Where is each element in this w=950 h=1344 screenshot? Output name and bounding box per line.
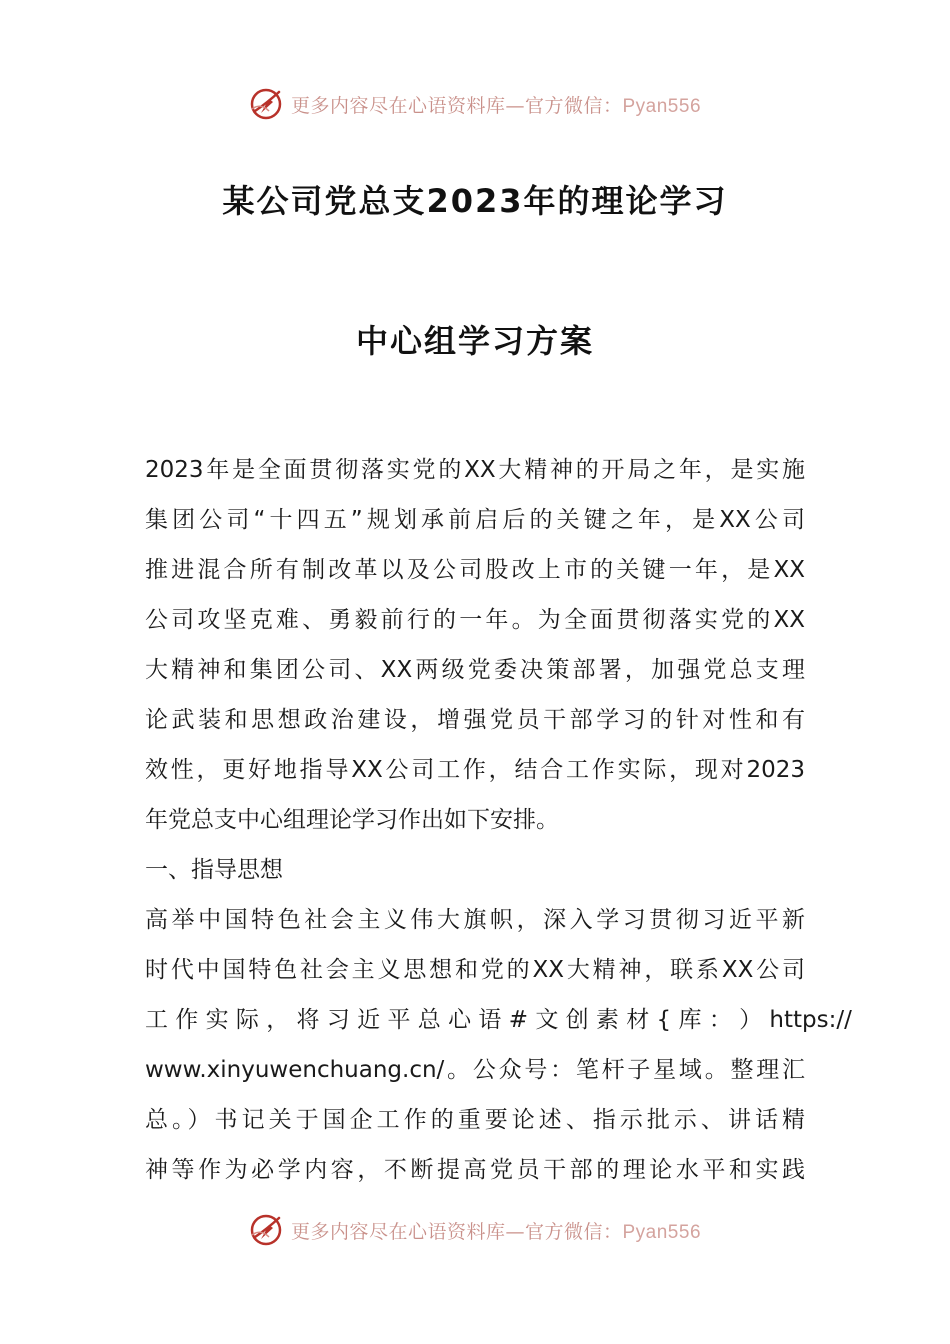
paragraph-line: 时代中国特色社会主义思想和党的XX大精神，联系XX公司	[145, 957, 805, 983]
paragraph-line: 集团公司“十四五”规划承前启后的关键之年，是XX公司	[145, 507, 805, 533]
section-heading: 一、指导思想	[145, 857, 283, 883]
wechat-id: Pyan556	[622, 95, 702, 117]
paragraph-line: 高举中国特色社会主义伟大旗帜，深入学习贯彻习近平新	[145, 907, 805, 933]
wechat-id: Pyan556	[622, 1221, 702, 1243]
document-title-line-1: 某公司党总支2023年的理论学习	[222, 182, 728, 220]
paragraph-line: 大精神和集团公司、XX两级党委决策部署，加强党总支理	[145, 657, 805, 683]
banner-text: 更多内容尽在心语资料库—官方微信：Pyan556	[290, 1220, 702, 1243]
pen-circle-icon	[249, 87, 283, 121]
document-body	[145, 445, 852, 1195]
banner-text: 更多内容尽在心语资料库—官方微信：Pyan556	[290, 94, 702, 117]
paragraph-line: 2023年是全面贯彻落实党的XX大精神的开局之年，是实施	[145, 457, 805, 483]
document-title-line-2: 中心组学习方案	[355, 322, 594, 360]
paragraph-line: 公司攻坚克难、勇毅前行的一年。为全面贯彻落实党的XX	[145, 607, 805, 633]
paragraph-line: 工 作 实 际 ， 将 习 近 平 总 心 语 # 文 创 素 材 { 库 ： ） https://	[145, 1007, 852, 1033]
paragraph-line: 年党总支中心组理论学习作出如下安排。	[145, 807, 559, 833]
bottom-banner	[0, 1210, 950, 1250]
pen-circle-icon	[249, 1213, 283, 1247]
paragraph-line: 神等作为必学内容，不断提高党员干部的理论水平和实践	[145, 1157, 805, 1183]
paragraph-line: 推进混合所有制改革以及公司股改上市的关键一年，是XX	[145, 557, 805, 583]
paragraph-line: 论武装和思想政治建设，增强党员干部学习的针对性和有	[145, 707, 805, 733]
paragraph-line: 效性，更好地指导XX公司工作，结合工作实际，现对2023	[145, 757, 805, 783]
paragraph-line: 总。）书记关于国企工作的重要论述、指示批示、讲话精	[145, 1107, 805, 1133]
top-banner	[0, 84, 950, 124]
paragraph-line: www.xinyuwenchuang.cn/。公众号：笔杆子星域。整理汇	[145, 1057, 805, 1083]
